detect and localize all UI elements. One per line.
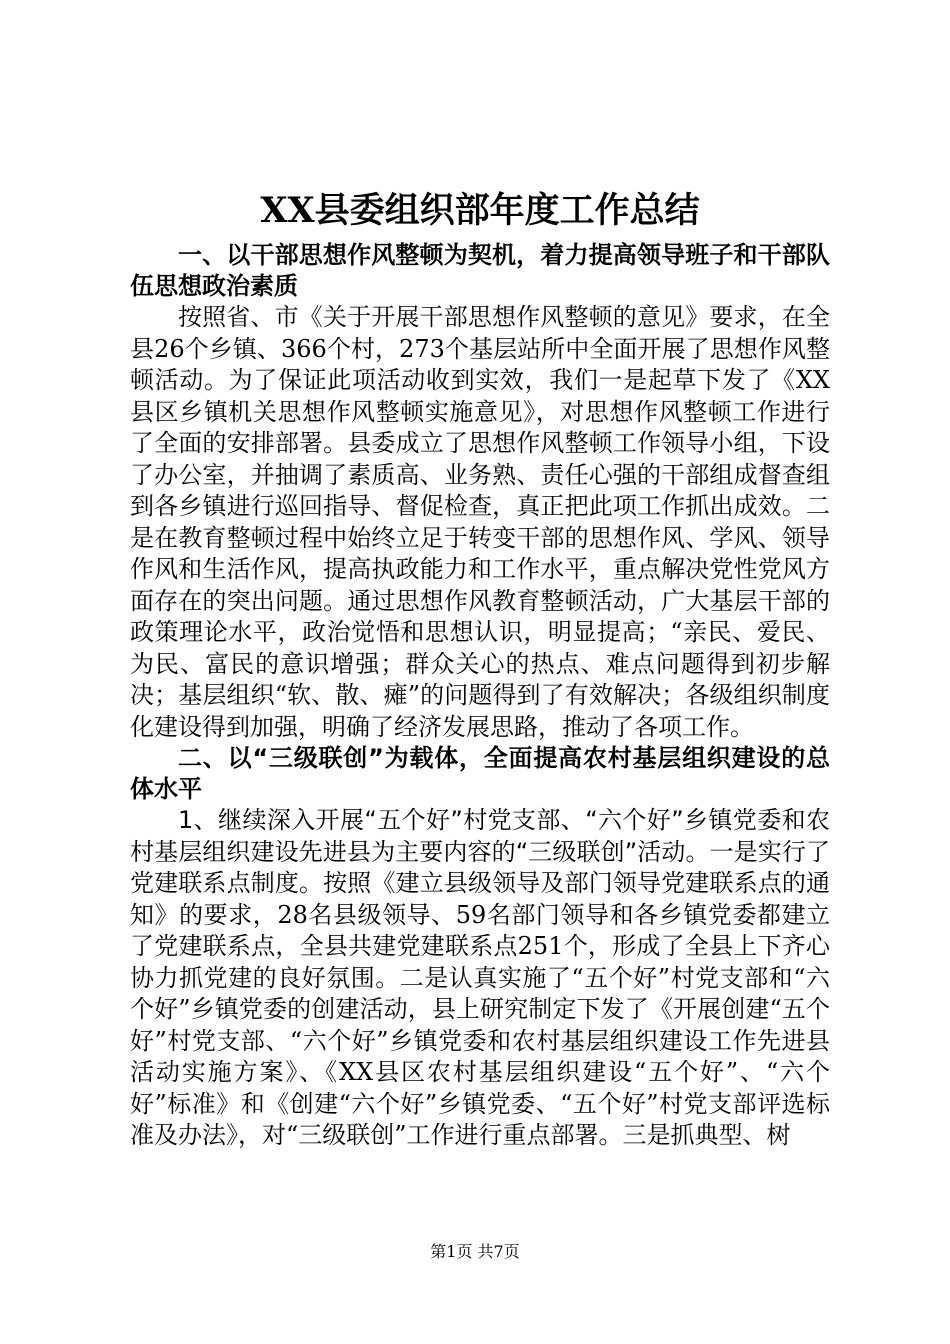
page-footer: 第1页 共7页 <box>430 1242 520 1261</box>
section-2-item-1-body: 一是实行了党建联系点制度。按照《建立县级领导及部门领导党建联系点的通知》的要求，28名县级领导、59名部门领导和各乡镇党委都建立了党建联系点，全县共建党建联系点251个，形成了全县上下齐心协力抓党建的良好氛围。二是认真实施了“五个好”村党支部和“六个好”乡镇党委的创建活动，县上研究制定下发了《开展创建“五个好”村党支部、“六个好”乡镇党委和农村基层组织建设工作先进县活动实施方案》、《XX县区农村基层组织建设“五个好”、“六个好”标准》和《创建“六个好”乡镇党委、“五个好”村党支部评选标准及办法》，对“三级联创”工作进行重点部署。三是抓典型、树 <box>130 837 830 1149</box>
section-2-item-1-paragraph <box>130 805 830 1152</box>
section-2-heading: 二、以“三级联创”为载体，全面提高农村基层组织建设的总体水平 <box>130 744 830 803</box>
document-title: XX县委组织部年度工作总结 <box>260 190 700 231</box>
section-2-item-1-lead: 1、继续深入开展“五个好”村党支部、“六个好”乡镇党委和农村基层组织建设先进县为主要内容的“三级联创”活动。 <box>130 806 830 866</box>
section-1-paragraph: 按照省、市《关于开展干部思想作风整顿的意见》要求，在全县26个乡镇、366个村，273个基层站所中全面开展了思想作风整顿活动。为了保证此项活动收到实效，我们一是起草下发了《XX县区乡镇机关思想作风整顿实施意见》，对思想作风整顿工作进行了全面的安排部署。县委成立了思想作风整顿工作领导小组，下设了办公室，并抽调了素质高、业务熟、责任心强的干部组成督查组到各乡镇进行巡回指导、督促检查，真正把此项工作抓出成效。二是在教育整顿过程中始终立足于转变干部的思想作风、学风、领导作风和生活作风，提高执政能力和工作水平，重点解决党性党风方面存在的突出问题。通过思想作风教育整顿活动，广大基层干部的政策理论水平，政治觉悟和思想认识，明显提高；“亲民、爱民、为民、富民的意识增强；群众关心的热点、难点问题得到初步解决；基层组织“软、散、瘫”的问题得到了有效解决；各级组织制度化建设得到加强，明确了经济发展思路，推动了各项工作。 <box>130 303 830 741</box>
document-body <box>130 182 830 1152</box>
section-1-heading: 一、以干部思想作风整顿为契机，着力提高领导班子和干部队伍思想政治素质 <box>130 241 830 300</box>
